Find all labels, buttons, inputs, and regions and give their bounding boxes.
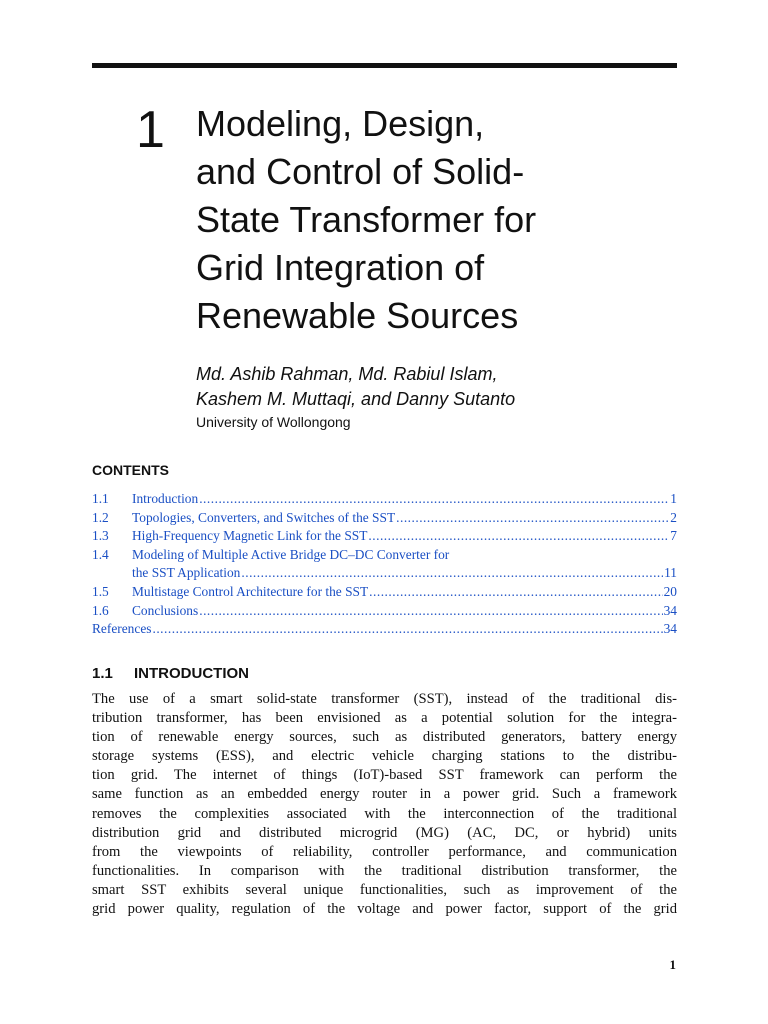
toc-entry-conclusions[interactable] — [92, 602, 677, 621]
toc-entry-title: Multistage Control Architecture for the SST — [132, 583, 369, 599]
toc-entry-page: 34 — [663, 602, 677, 618]
chapter-title-line: and Control of Solid- — [196, 151, 525, 192]
toc-entry-references[interactable] — [92, 620, 677, 639]
toc-entry-title-continuation: the SST Application — [132, 565, 241, 581]
toc-entry-page: 11 — [664, 565, 677, 581]
toc-dot-leader — [241, 564, 663, 583]
body-line: same function as an embedded energy router in a power grid. Such a framework — [92, 786, 677, 803]
body-line: tion grid. The internet of things (IoT)-based SST framework can perform the — [92, 767, 677, 784]
section-heading — [92, 665, 249, 683]
chapter-title — [196, 100, 666, 340]
toc-entry-page: 20 — [663, 583, 677, 599]
top-rule — [92, 63, 677, 68]
toc-entry-page: 1 — [670, 491, 677, 506]
body-line: tion of renewable energy sources, such as distributed generators, battery energy — [92, 729, 677, 746]
table-of-contents — [92, 490, 677, 639]
toc-entry-title: Conclusions — [132, 602, 199, 618]
page-number: 1 — [669, 957, 676, 972]
toc-entry-title: References — [92, 621, 152, 637]
contents-heading: CONTENTS — [92, 462, 169, 478]
toc-entry-control-architecture[interactable] — [92, 583, 677, 602]
toc-entry-modeling[interactable] — [92, 546, 677, 565]
toc-dot-leader — [199, 490, 669, 509]
section-number: 1.1 — [92, 665, 113, 682]
chapter-title-line: Renewable Sources — [196, 295, 519, 336]
body-line: storage systems (ESS), and electric vehicle charging stations to the distribu- — [92, 748, 677, 765]
author-line: Kashem M. Muttaqi, and Danny Sutanto — [196, 389, 516, 409]
toc-entry-magnetic-link[interactable] — [92, 527, 677, 546]
affiliation: University of Wollongong — [196, 414, 351, 430]
toc-entry-number: 1.6 — [92, 602, 109, 618]
toc-entry-number: 1.5 — [92, 583, 109, 599]
toc-entry-title: Modeling of Multiple Active Bridge DC–DC Converter for — [132, 546, 450, 562]
toc-entry-page: 34 — [663, 621, 677, 637]
toc-entry-topologies[interactable] — [92, 509, 677, 528]
toc-dot-leader — [369, 583, 662, 602]
toc-entry-number: 1.1 — [92, 491, 109, 506]
toc-entry-number: 1.4 — [92, 546, 109, 562]
toc-entry-modeling-continuation[interactable] — [92, 564, 677, 583]
toc-entry-title: High-Frequency Magnetic Link for the SST — [132, 528, 368, 544]
toc-dot-leader — [199, 602, 662, 621]
toc-entry-page: 7 — [670, 528, 677, 544]
body-paragraph — [92, 690, 677, 919]
body-line: from the viewpoints of reliability, controller performance, and communication — [92, 843, 677, 860]
toc-entry-number: 1.2 — [92, 509, 109, 525]
body-line: smart SST exhibits several unique functionalities, such as improvement of the — [92, 881, 677, 898]
body-line: functionalities. In comparison with the traditional distribution transformer, the — [92, 862, 677, 879]
toc-entry-number: 1.3 — [92, 528, 109, 544]
section-title: INTRODUCTION — [134, 665, 249, 682]
toc-dot-leader — [152, 620, 662, 639]
chapter-title-line: Grid Integration of — [196, 247, 485, 288]
body-line: grid power quality, regulation of the voltage and power factor, support of the grid — [92, 901, 677, 918]
toc-entry-title: Topologies, Converters, and Switches of the SST — [132, 509, 396, 525]
toc-dot-leader — [368, 527, 669, 546]
body-line: tribution transformer, has been envisioned as a potential solution for the integra- — [92, 710, 677, 727]
body-line: The use of a smart solid-state transformer (SST), instead of the traditional dis- — [92, 691, 677, 707]
body-line: distribution grid and distributed microgrid (MG) (AC, DC, or hybrid) units — [92, 824, 677, 841]
chapter-number: 1 — [136, 101, 165, 159]
toc-entry-title: Introduction — [132, 491, 199, 506]
toc-entry-introduction[interactable] — [92, 490, 677, 509]
toc-entry-page: 2 — [670, 509, 677, 525]
chapter-title-line: Modeling, Design, — [196, 103, 485, 144]
authors — [196, 362, 666, 412]
author-line: Md. Ashib Rahman, Md. Rabiul Islam, — [196, 364, 498, 384]
chapter-title-line: State Transformer for — [196, 199, 537, 240]
body-line: removes the complexities associated with the interconnection of the traditional — [92, 805, 677, 822]
toc-dot-leader — [396, 509, 669, 528]
